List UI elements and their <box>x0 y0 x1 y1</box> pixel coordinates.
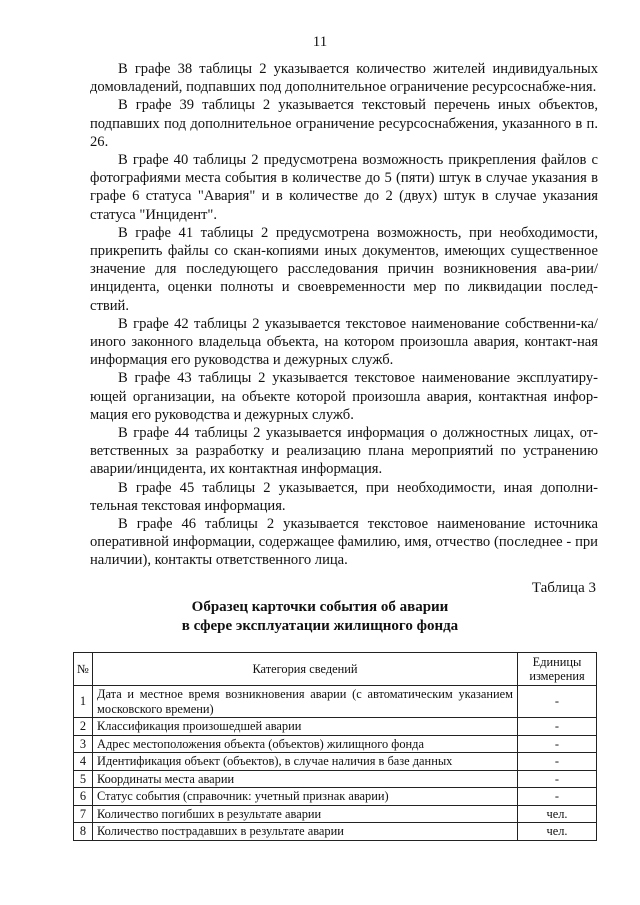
row-category: Координаты места аварии <box>93 770 518 788</box>
paragraph: В графе 39 таблицы 2 указывается текстовый перечень иных объектов, подпавших под дополнительное ограничение ресурсоснабжения, указанного в п. 26. <box>90 97 598 150</box>
header-number: № <box>74 653 93 686</box>
paragraph: В графе 43 таблицы 2 указывается текстовое наименование эксплуатиру-ющей организации, на объекте которой произошла авария, контактная инфор-мация его руководства и дежурных служб. <box>90 370 598 423</box>
row-category: Дата и местное время возникновения аварии (с автоматическим указанием московского времени) <box>93 686 518 718</box>
page-number: 11 <box>312 34 328 50</box>
paragraph: В графе 46 таблицы 2 указывается текстовое наименование источника оперативной информации, содержащее фамилию, имя, отчество (последнее - при наличии), контакты ответственного лица. <box>90 516 598 569</box>
row-category: Идентификация объект (объектов), в случае наличия в базе данных <box>93 753 518 771</box>
table-row <box>74 823 597 841</box>
row-unit: чел. <box>518 823 597 841</box>
row-unit: - <box>518 686 597 718</box>
body-text <box>90 60 598 570</box>
row-number: 7 <box>74 805 93 823</box>
row-category: Количество пострадавших в результате аварии <box>93 823 518 841</box>
header-category: Категория сведений <box>93 653 518 686</box>
table-row <box>74 753 597 771</box>
row-unit: чел. <box>518 805 597 823</box>
row-category: Количество погибших в результате аварии <box>93 805 518 823</box>
row-number: 8 <box>74 823 93 841</box>
row-number: 5 <box>74 770 93 788</box>
table-row <box>74 735 597 753</box>
table-title-line: в сфере эксплуатации жилищного фонда <box>181 618 459 634</box>
row-category: Статус события (справочник: учетный признак аварии) <box>93 788 518 806</box>
paragraph: В графе 38 таблицы 2 указывается количество жителей индивидуальных домовладений, подпавших под дополнительное ограничение ресурсоснабже-ния. <box>90 61 598 96</box>
row-unit: - <box>518 770 597 788</box>
row-unit: - <box>518 753 597 771</box>
table-title-line: Образец карточки события об аварии <box>191 599 449 615</box>
row-category: Адрес местоположения объекта (объектов) жилищного фонда <box>93 735 518 753</box>
paragraph: В графе 45 таблицы 2 указывается, при необходимости, иная дополни-тельная текстовая информация. <box>90 479 598 514</box>
table-row <box>74 805 597 823</box>
table-row <box>74 770 597 788</box>
table-row <box>74 718 597 736</box>
table-row <box>74 788 597 806</box>
paragraph: В графе 44 таблицы 2 указывается информация о должностных лицах, от-ветственных за разработку и реализацию плана мероприятий по устранению аварии/инцидента, их контактная информация. <box>90 425 598 478</box>
row-category: Классификация произошедшей аварии <box>93 718 518 736</box>
table-title <box>0 598 640 636</box>
table-number: Таблица 3 <box>531 580 596 596</box>
row-number: 1 <box>74 686 93 718</box>
row-unit: - <box>518 718 597 736</box>
table-header-row <box>74 653 597 686</box>
row-number: 6 <box>74 788 93 806</box>
row-unit: - <box>518 788 597 806</box>
event-card-table <box>73 652 597 841</box>
row-unit: - <box>518 735 597 753</box>
table-row <box>74 686 597 718</box>
row-number: 3 <box>74 735 93 753</box>
paragraph: В графе 42 таблицы 2 указывается текстовое наименование собственни-ка/иного законного владельца объекта, на котором произошла авария, контакт-ная информация его руководства и дежурных служб. <box>90 315 598 369</box>
row-number: 2 <box>74 718 93 736</box>
row-number: 4 <box>74 753 93 771</box>
paragraph: В графе 40 таблицы 2 предусмотрена возможность прикрепления файлов с фотографиями места события в количестве до 5 (пяти) штук в случае указания в графе 6 статуса "Авария" и в количестве до 2 (двух) штук в случае указания статуса "Инцидент". <box>90 152 598 223</box>
header-units: Единицы измерения <box>518 653 597 686</box>
paragraph: В графе 41 таблицы 2 предусмотрена возможность, при необходимости, прикрепить файлы со скан-копиями иных документов, имеющих существенное значение для последующего расследования причин возникновения ава-рии/инцидента, оценки полноты и своевременности мер по ликвидации послед-ствий. <box>90 224 598 314</box>
